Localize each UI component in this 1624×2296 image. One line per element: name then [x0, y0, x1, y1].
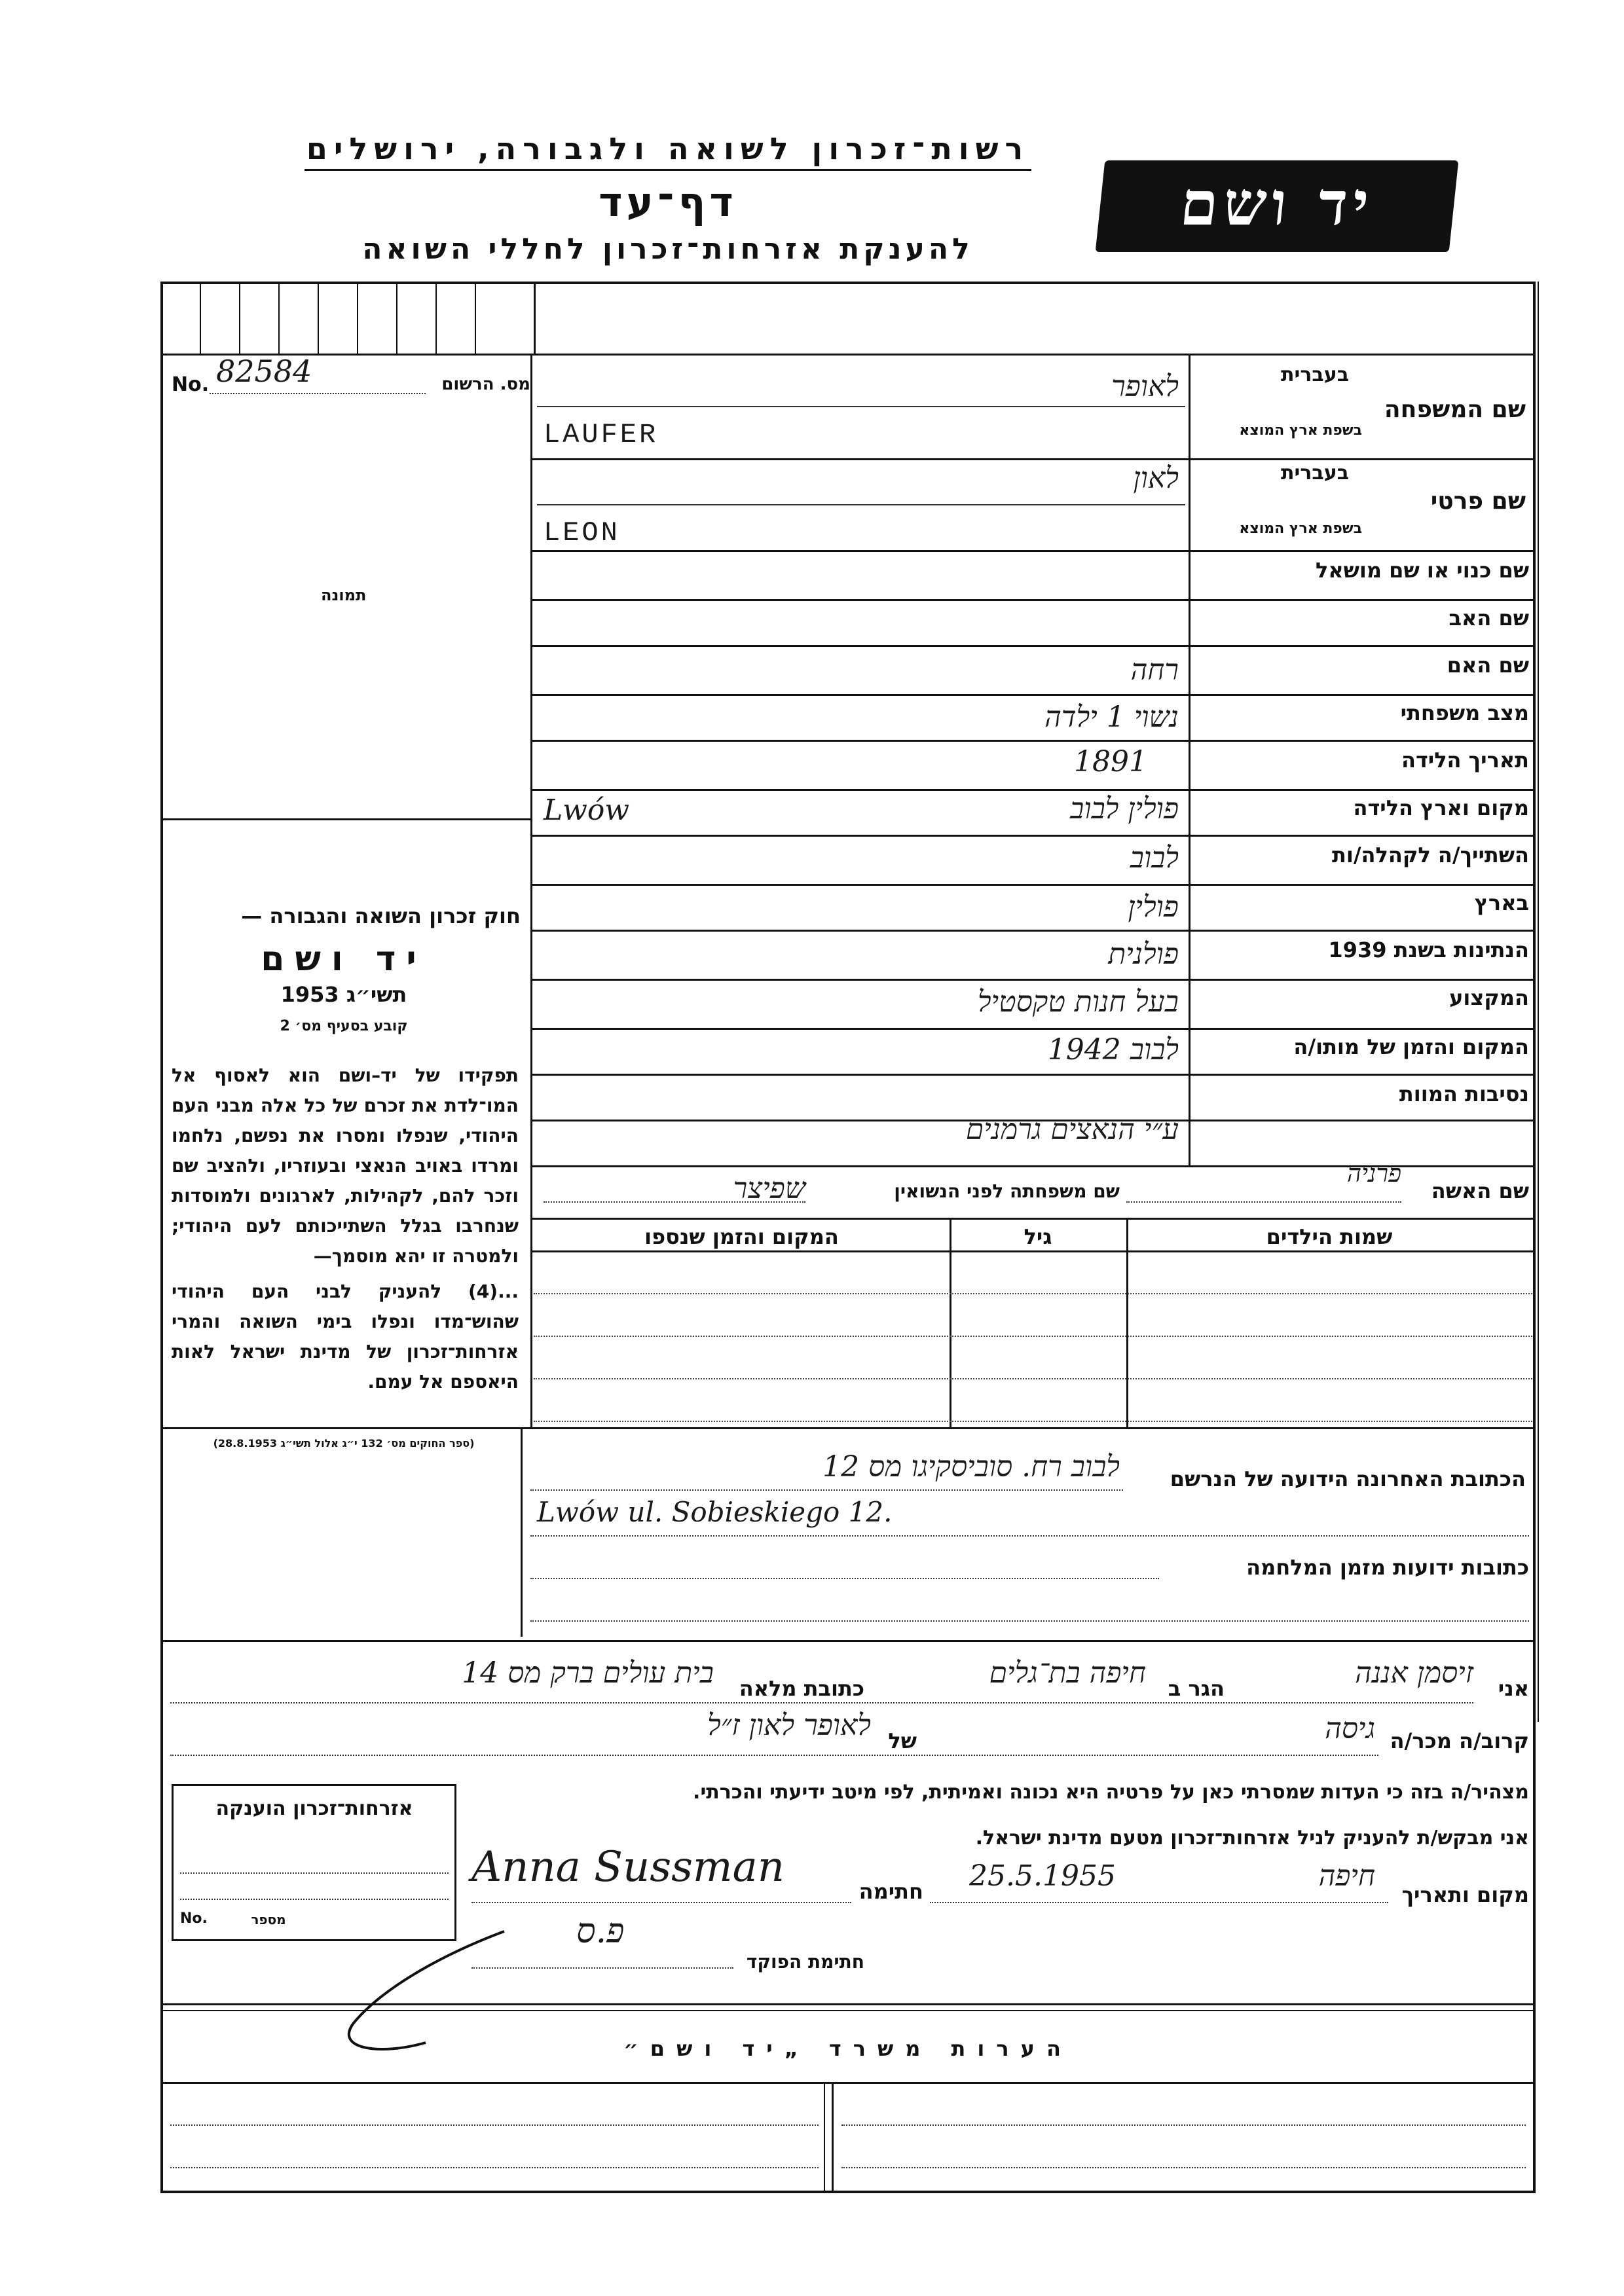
- memorial-box-no-he: מספר: [251, 1912, 286, 1927]
- mother-label: שם האם: [1447, 653, 1529, 678]
- registration-number: 82584: [216, 354, 312, 389]
- family-name-hebrew-value: לאופר: [1111, 370, 1179, 403]
- death-circumstances-value: ע״י הנאצים גרמנים: [965, 1113, 1179, 1146]
- declarant-resident-label: הגר ב: [1168, 1676, 1225, 1701]
- family-name-local-value: LAUFER: [544, 419, 659, 450]
- memorial-box-no-label: No.: [180, 1910, 208, 1927]
- nickname-label: שם כנוי או שם מושאל: [1315, 558, 1529, 583]
- war-address-label: כתובות ידועות מזמן המלחמה: [1246, 1555, 1529, 1580]
- law-name: יד ושם: [261, 939, 427, 979]
- children-col-place: המקום והזמן שנספו: [644, 1224, 839, 1249]
- declarant-place: חיפה: [1318, 1859, 1375, 1893]
- official-signature: פ.ס: [576, 1912, 625, 1951]
- last-address-label: הכתובת האחרונה הידועה של הנרשם: [1170, 1467, 1526, 1491]
- family-name-label: שם המשפחה: [1384, 396, 1526, 423]
- declarant-full-address: בית עולים ברק מס 14: [462, 1656, 714, 1690]
- registration-he-label: מס. הרשום: [441, 374, 530, 394]
- registration-no-label: No.: [172, 373, 210, 396]
- children-col-age: גיל: [1024, 1224, 1052, 1249]
- community-value: לבוב: [1130, 841, 1179, 875]
- first-name-hebrew-value: לאון: [1133, 462, 1179, 495]
- office-notes-title: הערות משרד „יד ושם״: [623, 2036, 1073, 2061]
- first-name-label: שם פרטי: [1430, 488, 1526, 515]
- birth-place-value: פולין לבוב: [1070, 792, 1179, 826]
- official-signature-label: חתימת הפוקד: [746, 1951, 864, 1973]
- wife-label: שם האשה: [1431, 1178, 1529, 1203]
- birth-date-label: תאריך הלידה: [1401, 748, 1529, 773]
- org-name: רשות־זכרון לשואה ולגבורה, ירושלים: [306, 131, 1030, 166]
- memorial-box-title: אזרחות־זכרון הוענקה: [215, 1797, 413, 1820]
- relation-value: גיסה: [1325, 1712, 1375, 1745]
- form-title: דף־עד: [599, 178, 737, 226]
- relation-of-label: של: [888, 1728, 917, 1753]
- org-underline: [304, 169, 1031, 171]
- law-text-2: ...(4) להעניק לבני העם היהודי שהוש־מדו ונפלו בימי השואה והמרי אזרחות־זכרון של מדינת ישראל לאות היאספם אל עמם.: [172, 1281, 519, 1393]
- last-address-he: לבוב רח. סוביסקיגו מס 12: [822, 1450, 1120, 1484]
- declarant-city: חיפה בת־גלים: [989, 1656, 1146, 1690]
- profession-label: המקצוע: [1449, 985, 1529, 1010]
- mother-value: רחה: [1130, 653, 1179, 687]
- wife-maiden-label: שם משפחתה לפני הנשואין: [894, 1180, 1120, 1202]
- profession-value: בעל חנות טקסטיל: [978, 985, 1179, 1019]
- declarant-date: 25.5.1955: [969, 1859, 1116, 1893]
- full-address-label: כתובת מלאה: [739, 1676, 864, 1701]
- first-name-local-value: LEON: [544, 517, 620, 549]
- law-text-1: תפקידו של יד–ושם הוא לאסוף אל המו־לדת את זכרם של כל אלה מבני העם היהודי, שנפלו ומסרו את נפשם, נלחמו ומרדו באויב הנאצי ובעוזריו, ולהציב שם וזכר להם, לקהילות, לארגונים ולמוסדות שנחרבו בגלל השתייכותם לעם היהודי; ולמטרה זו יהא מוסמך—: [172, 1065, 519, 1267]
- family-name-local-label: בשפת ארץ המוצא: [1239, 422, 1362, 439]
- declaration-statement-1: מצהיר/ה בזה כי העדות שמסרתי כאן על פרטיה היא נכונה ואמיתית, לפי מיטב ידיעתי והכרתי.: [693, 1781, 1529, 1804]
- country-value: פולין: [1128, 890, 1179, 924]
- nationality-value: פולנית: [1108, 938, 1179, 971]
- signature-label: חתימה: [858, 1879, 923, 1904]
- death-place-value: לבוב 1942: [1047, 1033, 1179, 1066]
- death-place-label: המקום והזמן של מותו/ה: [1293, 1034, 1529, 1059]
- first-name-local-label: בשפת ארץ המוצא: [1239, 520, 1362, 537]
- law-source: (ספר החוקים מס׳ 132 י״ג אלול תשי״ג 28.8.1953): [213, 1437, 475, 1449]
- yad-vashem-logo: [1096, 160, 1459, 252]
- place-date-label: מקום ותאריך: [1401, 1882, 1529, 1907]
- form-subtitle: להענקת אזרחות־זכרון לחללי השואה: [362, 232, 974, 266]
- country-label: בארץ: [1474, 890, 1529, 915]
- photo-label: תמונה: [321, 586, 367, 604]
- first-name-hebrew-label: בעברית: [1281, 462, 1349, 484]
- nationality-label: הנתינות בשנת 1939: [1328, 938, 1529, 962]
- law-title: חוק זכרון השואה והגבורה —: [241, 903, 521, 928]
- last-address-latin: Lwów ul. Sobieskiego 12.: [537, 1496, 893, 1528]
- birth-date-value: 1891: [1074, 745, 1147, 778]
- death-circumstances-label: נסיבות המוות: [1399, 1082, 1529, 1106]
- declarant-signature: Anna Sussman: [471, 1843, 784, 1891]
- wife-maiden-value: שפיצר: [733, 1172, 805, 1205]
- birth-place-label: מקום וארץ הלידה: [1353, 795, 1529, 820]
- birth-place-latin: Lwów: [544, 793, 630, 827]
- logo-text: יד ושם: [1177, 168, 1378, 239]
- marital-label: מצב משפחתי: [1400, 701, 1529, 725]
- declarant-ani-label: אני: [1498, 1676, 1529, 1701]
- declaration-statement-2: אני מבקש/ת להעניק לניל אזרחות־זכרון מטעם מדינת ישראל.: [975, 1827, 1529, 1850]
- wife-value: פרניה: [1346, 1159, 1401, 1188]
- declarant-name: זיסמן אננה: [1355, 1656, 1473, 1690]
- law-year: תשי״ג 1953: [280, 982, 407, 1007]
- father-label: שם האב: [1449, 606, 1529, 630]
- community-label: השתייך/ה לקהלה/ות: [1331, 843, 1529, 867]
- relation-of-value: לאופר לאון ז״ל: [707, 1709, 871, 1742]
- children-col-names: שמות הילדים: [1266, 1224, 1393, 1249]
- family-name-hebrew-label: בעברית: [1281, 363, 1349, 386]
- relation-label: קרוב/ה מכר/ה: [1390, 1728, 1529, 1753]
- marital-value: נשוי 1 ילדה: [1044, 701, 1179, 734]
- law-clause: קובע בסעיף מס׳ 2: [280, 1018, 408, 1034]
- pen-flourish: [308, 1925, 517, 2062]
